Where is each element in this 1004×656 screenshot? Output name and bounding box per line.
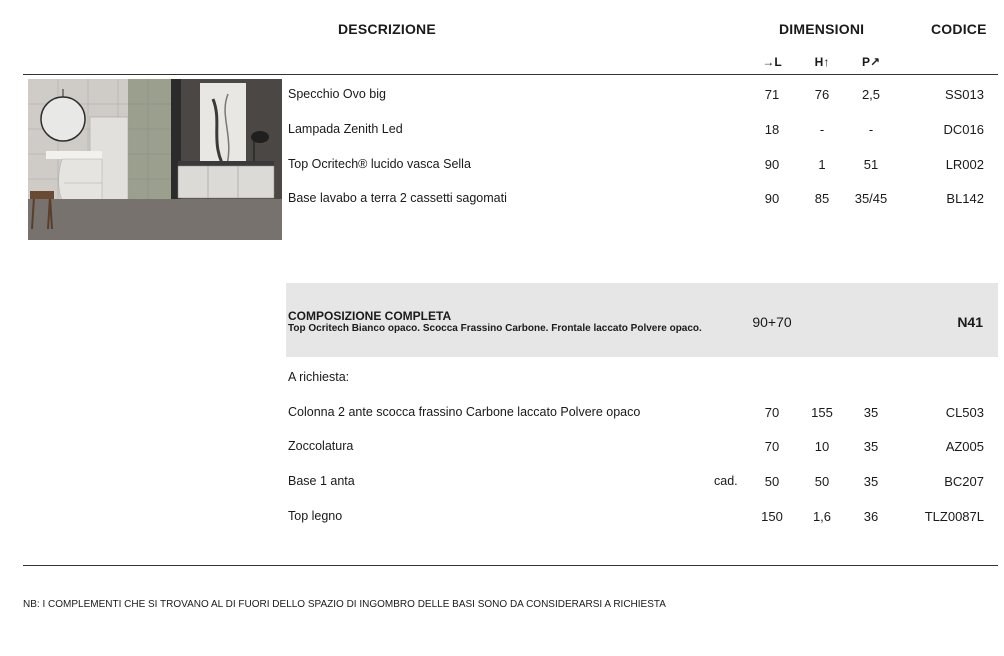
row-dim-h: 10: [814, 439, 830, 454]
header-divider: [23, 74, 998, 75]
richiesta-label: A richiesta:: [288, 370, 350, 384]
row-dim-l: 71: [764, 87, 780, 102]
composizione-subtitle: Top Ocritech Bianco opaco. Scocca Frassino Carbone. Frontale laccato Polvere opaco.: [288, 323, 702, 334]
row-dim-h: 76: [814, 87, 830, 102]
composizione-title: COMPOSIZIONE COMPLETA: [288, 309, 452, 323]
row-description: Top legno: [288, 509, 343, 523]
header-dim-h: H↑: [814, 55, 830, 69]
row-dim-h: 155: [811, 405, 833, 420]
row-dim-h: 50: [814, 474, 830, 489]
row-code: AZ005: [945, 439, 984, 454]
row-dim-h: -: [819, 122, 825, 137]
row-cad-label: cad.: [714, 474, 738, 488]
row-dim-l: 50: [764, 474, 780, 489]
row-dim-l: 70: [764, 405, 780, 420]
row-description: Zoccolatura: [288, 439, 354, 453]
header-dimensioni: DIMENSIONI: [779, 21, 865, 37]
row-dim-l: 18: [764, 122, 780, 137]
row-dim-p: 35: [863, 474, 879, 489]
row-dim-l: 70: [764, 439, 780, 454]
row-description: Base 1 anta: [288, 474, 355, 488]
row-dim-p: 51: [863, 157, 879, 172]
row-dim-h: 85: [814, 191, 830, 206]
row-code: LR002: [945, 157, 984, 172]
row-code: CL503: [945, 405, 984, 420]
row-dim-p: 35: [863, 439, 879, 454]
header-codice: CODICE: [931, 21, 987, 37]
composizione-width: 90+70: [752, 314, 792, 330]
row-description: Specchio Ovo big: [288, 87, 386, 101]
row-dim-l: 90: [764, 157, 780, 172]
row-code: SS013: [944, 87, 984, 102]
row-description: Top Ocritech® lucido vasca Sella: [288, 157, 471, 171]
header-dim-l: →L: [762, 55, 782, 69]
row-dim-h: 1: [818, 157, 826, 172]
header-dim-p: P↗: [861, 55, 881, 69]
row-code: TLZ0087L: [924, 509, 984, 524]
row-code: BC207: [944, 474, 984, 489]
row-dim-l: 150: [761, 509, 783, 524]
product-photo: [28, 79, 282, 240]
row-description: Base lavabo a terra 2 cassetti sagomati: [288, 191, 507, 205]
header-descrizione: DESCRIZIONE: [338, 21, 436, 37]
composizione-code: N41: [957, 314, 983, 330]
row-dim-p: 2,5: [861, 87, 881, 102]
row-dim-h: 1,6: [812, 509, 832, 524]
footnote: NB: I COMPLEMENTI CHE SI TROVANO AL DI FUORI DELLO SPAZIO DI INGOMBRO DELLE BASI SONO DA CONSIDERARSI A RICHIESTA: [23, 599, 666, 610]
row-code: BL142: [946, 191, 984, 206]
row-code: DC016: [943, 122, 984, 137]
row-dim-p: 35: [863, 405, 879, 420]
row-dim-p: 35/45: [854, 191, 888, 206]
row-description: Colonna 2 ante scocca frassino Carbone laccato Polvere opaco: [288, 405, 641, 419]
row-dim-l: 90: [764, 191, 780, 206]
row-dim-p: -: [868, 122, 874, 137]
row-dim-p: 36: [863, 509, 879, 524]
footer-divider: [23, 565, 998, 566]
row-description: Lampada Zenith Led: [288, 122, 403, 136]
bathroom-illustration: [28, 79, 282, 240]
